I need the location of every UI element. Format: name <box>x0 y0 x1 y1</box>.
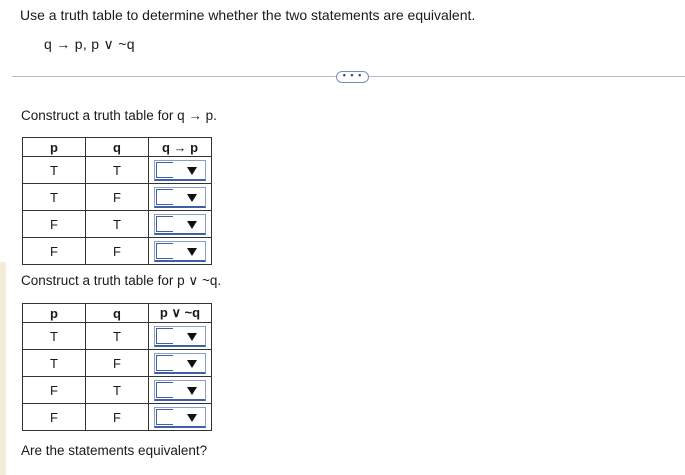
result-cell <box>149 184 212 211</box>
cell-p: F <box>23 238 86 265</box>
result-dropdown[interactable] <box>154 380 206 401</box>
cell-p: T <box>23 323 86 350</box>
cell-p: T <box>23 350 86 377</box>
result-cell <box>149 238 212 265</box>
cell-q: T <box>86 323 149 350</box>
result-dropdown[interactable] <box>154 160 206 181</box>
header-q: q <box>86 304 149 323</box>
table-header-row <box>23 304 212 323</box>
result-cell <box>149 404 212 431</box>
cell-q: F <box>86 404 149 431</box>
result-dropdown[interactable] <box>154 353 206 374</box>
table-row <box>23 323 212 350</box>
cell-q: T <box>86 377 149 404</box>
cell-p: T <box>23 157 86 184</box>
cell-q: T <box>86 157 149 184</box>
dropdown-arrow-icon <box>187 248 197 256</box>
dropdown-arrow-icon <box>187 221 197 229</box>
header-q: q <box>86 138 149 157</box>
table-row <box>23 211 212 238</box>
result-dropdown[interactable] <box>154 326 206 347</box>
result-cell <box>149 350 212 377</box>
table-row <box>23 350 212 377</box>
cell-q: F <box>86 184 149 211</box>
result-cell <box>149 157 212 184</box>
table-row <box>23 157 212 184</box>
header-p: p <box>23 138 86 157</box>
header-result: p ∨ ~q <box>149 304 212 323</box>
truth-table-1 <box>22 137 212 265</box>
equivalence-question: Are the statements equivalent? <box>21 443 208 458</box>
statements-text: q → p, p ∨ ~q <box>44 36 135 52</box>
result-cell <box>149 377 212 404</box>
table-row <box>23 184 212 211</box>
table-header-row <box>23 138 212 157</box>
truth-table-2 <box>22 303 212 431</box>
cell-q: T <box>86 211 149 238</box>
side-highlight-bar <box>0 262 6 475</box>
dropdown-arrow-icon <box>187 194 197 202</box>
prompt-table-2: Construct a truth table for p ∨ ~q. <box>21 273 222 288</box>
header-p: p <box>23 304 86 323</box>
table-row <box>23 404 212 431</box>
result-cell <box>149 211 212 238</box>
result-dropdown[interactable] <box>154 214 206 235</box>
table-row <box>23 238 212 265</box>
result-dropdown[interactable] <box>154 187 206 208</box>
dropdown-arrow-icon <box>187 333 197 341</box>
cell-p: F <box>23 404 86 431</box>
cell-p: F <box>23 211 86 238</box>
dropdown-arrow-icon <box>187 167 197 175</box>
more-button[interactable]: • • • <box>336 71 369 83</box>
table-row <box>23 377 212 404</box>
dropdown-arrow-icon <box>187 414 197 422</box>
result-cell <box>149 323 212 350</box>
cell-p: F <box>23 377 86 404</box>
dropdown-arrow-icon <box>187 387 197 395</box>
dropdown-arrow-icon <box>187 360 197 368</box>
cell-q: F <box>86 350 149 377</box>
cell-p: T <box>23 184 86 211</box>
result-dropdown[interactable] <box>154 407 206 428</box>
instruction-text: Use a truth table to determine whether the two statements are equivalent. <box>20 7 476 23</box>
prompt-table-1: Construct a truth table for q → p. <box>21 108 217 123</box>
result-dropdown[interactable] <box>154 241 206 262</box>
header-result: q → p <box>149 138 212 157</box>
cell-q: F <box>86 238 149 265</box>
